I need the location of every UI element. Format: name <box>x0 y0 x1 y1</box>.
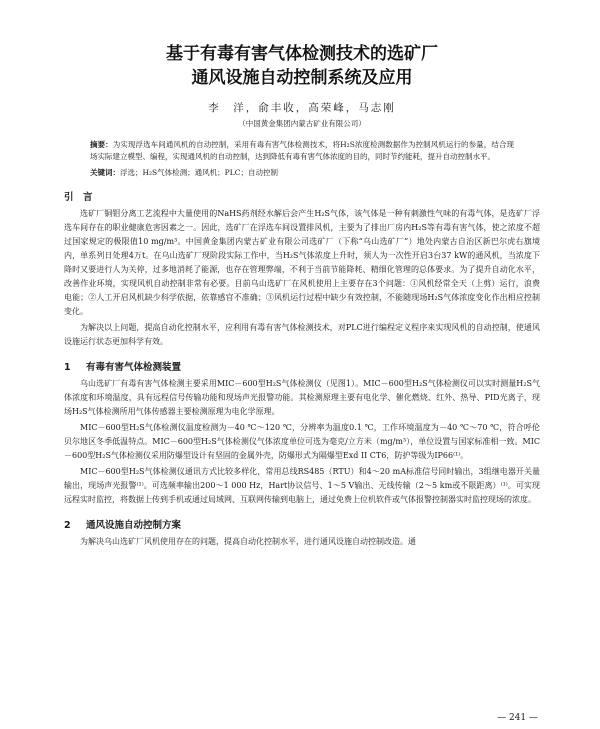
keywords-text: 浮选；H₂S气体检测；通风机；PLC；自动控制 <box>120 168 278 177</box>
title-line-2: 通风设施自动控制系统及应用 <box>191 68 413 88</box>
abstract-text: 为实现浮选车间通风机的自动控制，采用有毒有害气体检测技术，将H₂S浓度检测数据作为控制风机运行的参量，结合现场实际建立模型、编程，实现通风机的自动控制，达到降低有毒有害气体浓度的目的，同时节约能耗，提升自动控制水平。 <box>90 140 515 161</box>
paper-title <box>64 42 540 90</box>
section-number: 引 言 <box>64 192 93 203</box>
authors: 李 洋，俞丰收，高荣峰，马志刚 <box>208 102 396 114</box>
paragraph: 为解决以上问题，提高自动化控制水平，应利用有毒有害气体检测技术，对PLC进行编程定义程序来实现风机的自动控制，使通风设施运行状态更加科学有效。 <box>64 323 540 346</box>
keywords <box>90 167 514 179</box>
paragraph: 为解决乌山选矿厂风机使用存在的问题，提高自动化控制水平，进行通风设施自动控制改造。通 <box>80 537 416 546</box>
section-title: 通风设施自动控制方案 <box>86 520 182 531</box>
paragraph: MIC－600型H₂S气体检测仪通讯方式比较多样化，常用总线RS485（RTU）和4～20 mA标准信号同时输出，3组继电器开关量输出，现场声光报警⁽¹⁾。可选频率输出200～1 000 Hz，Hart协议信号、1～5 V输出、无线传输（2～5 km或不限距离）⁽¹⁾。可实现远程实时监控，将数据上传到手机或通过局域网、互联网传输到电脑上，通过免费上位机软件或气体报警控制器实时监控现场的浓度。 <box>64 467 540 504</box>
section-title: 有毒有害气体检测装置 <box>86 362 182 373</box>
section-number: 1 <box>64 362 71 373</box>
paragraph: 乌山选矿厂有毒有害气体检测主要采用MIC－600型H₂S气体检测仪（见图1）。MIC－600型H₂S气体检测仪可以实时测量H₂S气体浓度和环境温度，具有远程信号传输功能和现场声光报警功能。其检测原理主要有电化学、催化燃烧、红外、热导、PID光离子，现场H₂S气体检测所用气体传感器主要检测原理为电化学原理。 <box>64 379 540 416</box>
section-intro-heading <box>64 191 540 205</box>
section-1-heading <box>64 361 540 375</box>
paragraph: 选矿厂铜钼分离工艺流程中大量使用的NaHS药剂经水解后会产生H₂S气体，该气体是一种有刺激性气味的有毒气体，是选矿厂浮选车间存在的职业健康危害因素之一。因此，选矿厂在浮选车间设置排风机，主要为了排出厂房内H₂S等有毒有害气体，使之浓度不超过国家规定的极限值10 mg/m³。中国黄金集团内蒙古矿业有限公司选矿厂（下称“乌山选矿厂”）地处内蒙古自治区新巴尔虎右旗境内，单系列日处理4万t。在乌山选矿厂现阶段实际工作中，当H₂S气体浓度上升时，须人为一次性开启3台37 kW的通风机，当浓度下降时又要进行人为关停，过多地消耗了能源，也存在管理弊端，不利于当前节能降耗、精细化管理的总体要求。为了提升自动化水平，改善作业环境，实现风机自动控制非常有必要。目前乌山选矿厂在风机使用上主要存在3个问题：①风机经常全天（上剪）运行，浪费电能；②人工开启风机缺少科学依据，依靠感官不准确；③风机运行过程中缺少有效控制，不能随现场H₂S气体浓度变化作出相应控制变化。 <box>64 209 540 316</box>
paper-page <box>0 42 600 729</box>
abstract-label: 摘要： <box>90 140 113 149</box>
title-line-1: 基于有毒有害气体检测技术的选矿厂 <box>166 44 438 64</box>
section-2-heading <box>64 519 540 533</box>
section-number: 2 <box>64 520 71 531</box>
abstract <box>90 139 514 163</box>
keywords-label: 关键词： <box>90 168 120 177</box>
affiliation: （中国黄金集团内蒙古矿业有限公司） <box>238 119 366 128</box>
page-number: — 241 — <box>497 713 538 723</box>
paragraph: MIC－600型H₂S气体检测仪温度检测为－40 ℃～120 ℃，分辨率为温度0.1 ℃，工作环境温度为－40 ℃～70 ℃，符合呼伦贝尔地区冬季低温特点。MIC－600型H₂S气体检测仪气体浓度单位可选为毫克/立方米（mg/m³），单位设置与国家标准相一致。MIC－600型H₂S气体检测仪采用防爆型设计有坚固的金属外壳，防爆形式为隔爆型Exd II CT6，防护等级为IP66⁽¹⁾。 <box>64 423 540 460</box>
